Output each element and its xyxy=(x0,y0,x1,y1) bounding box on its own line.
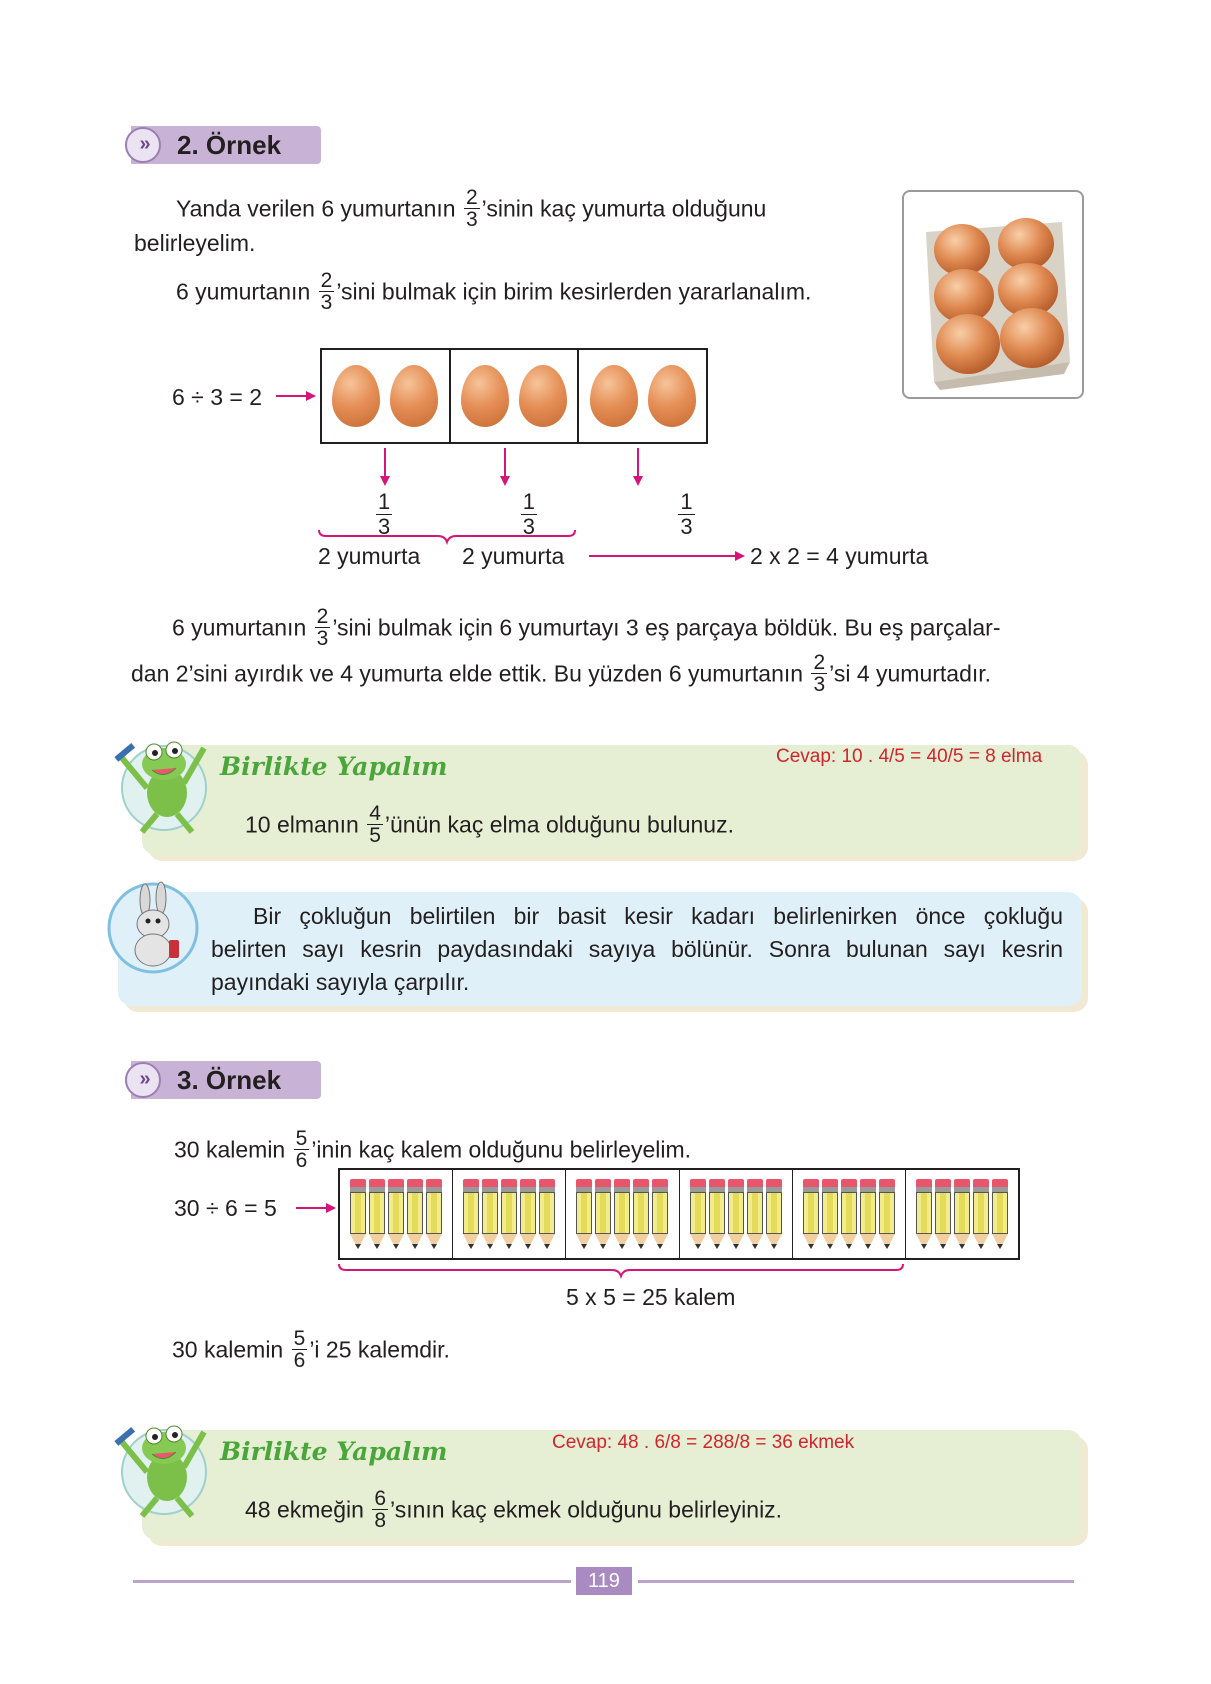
pencil-icon xyxy=(728,1179,744,1249)
arrow-right-icon xyxy=(589,548,745,564)
egg xyxy=(461,365,509,427)
pencil-icon xyxy=(426,1179,442,1249)
pencil-icon xyxy=(407,1179,423,1249)
pencil-icon xyxy=(916,1179,932,1249)
arrow-down-icon xyxy=(628,448,648,488)
arrow-down-icon xyxy=(375,448,395,488)
brace xyxy=(338,1262,904,1280)
pencil-group xyxy=(566,1170,679,1258)
egg-groups xyxy=(320,348,708,444)
together-answer-1: Cevap: 10 . 4/5 = 40/5 = 8 elma xyxy=(776,746,1043,767)
unit-fraction: $\frac{1}{3}$ xyxy=(522,489,535,539)
egg-result: 2 x 2 = 4 yumurta xyxy=(750,543,929,569)
pencil-icon xyxy=(652,1179,668,1249)
egg-group xyxy=(322,350,451,442)
together-title-1: Birlikte Yapalım xyxy=(220,752,448,781)
example2-intro-cont: belirleyelim. xyxy=(134,230,256,256)
footer-rule-right xyxy=(638,1580,1074,1583)
egg-division-equation: 6 ÷ 3 = 2 xyxy=(172,384,262,410)
example3-conclusion: 30 kalemin $\frac{5}{6}$ ’i 25 kalemdir. xyxy=(172,1327,450,1372)
brace-label: 2 yumurta xyxy=(462,543,565,569)
fraction-two-thirds: $\frac{2}{3}$ xyxy=(465,186,478,231)
pencil-icon xyxy=(822,1179,838,1249)
egg xyxy=(332,365,380,427)
pencil-icon xyxy=(614,1179,630,1249)
info-line-3: payındaki sayıyla çarpılır. xyxy=(211,969,470,995)
pencil-icon xyxy=(879,1179,895,1249)
pencil-icon xyxy=(860,1179,876,1249)
brace-label: 2 yumurta xyxy=(318,543,421,569)
egg xyxy=(648,365,696,427)
unit-fraction: $\frac{1}{3}$ xyxy=(378,489,391,539)
pencil-groups xyxy=(338,1168,1020,1260)
frog-mascot-icon xyxy=(112,1412,212,1522)
pencil-result: 5 x 5 = 25 kalem xyxy=(566,1284,736,1310)
pencil-icon xyxy=(973,1179,989,1249)
together-task-1: 10 elmanın $\frac{4}{5}$ ’ünün kaç elma olduğunu bulunuz. xyxy=(245,802,734,847)
egg xyxy=(519,365,567,427)
egg-carton-image xyxy=(904,192,1082,397)
example2-method: 6 yumurtanın $\frac{2}{3}$ ’sini bulmak için birim kesirlerden yararlanalım. xyxy=(176,269,812,314)
pencil-icon xyxy=(935,1179,951,1249)
fraction-four-fifths: $\frac{4}{5}$ xyxy=(369,802,381,847)
footer-rule-left xyxy=(133,1580,571,1583)
pencil-icon xyxy=(350,1179,366,1249)
pencil-icon xyxy=(633,1179,649,1249)
example2-header xyxy=(131,126,321,164)
pencil-icon xyxy=(954,1179,970,1249)
pencil-icon xyxy=(841,1179,857,1249)
example2-intro: Yanda verilen 6 yumurtanın $\frac{2}{3}$ ’sinin kaç yumurta olduğunu xyxy=(176,186,767,231)
fraction-six-eighths: $\frac{6}{8}$ xyxy=(374,1487,386,1532)
pencil-icon xyxy=(482,1179,498,1249)
pencil-group xyxy=(680,1170,793,1258)
pencil-icon xyxy=(766,1179,782,1249)
egg xyxy=(590,365,638,427)
pencil-icon xyxy=(992,1179,1008,1249)
pencil-group xyxy=(453,1170,566,1258)
egg-group xyxy=(579,350,706,442)
pencil-group xyxy=(340,1170,453,1258)
fraction-two-thirds: $\frac{2}{3}$ xyxy=(320,269,333,314)
fraction-five-sixths: $\frac{5}{6}$ xyxy=(295,1127,308,1172)
pencil-icon xyxy=(463,1179,479,1249)
pencil-icon xyxy=(369,1179,385,1249)
pencil-group xyxy=(793,1170,906,1258)
frog-mascot-icon xyxy=(112,728,212,838)
fraction-five-sixths: $\frac{5}{6}$ xyxy=(293,1327,306,1372)
fraction-two-thirds: $\frac{2}{3}$ xyxy=(813,651,826,696)
pencil-icon xyxy=(747,1179,763,1249)
pencil-icon xyxy=(388,1179,404,1249)
pencil-division-equation: 30 ÷ 6 = 5 xyxy=(174,1195,277,1221)
egg-group xyxy=(451,350,580,442)
together-title-2: Birlikte Yapalım xyxy=(220,1437,448,1466)
pencil-icon xyxy=(595,1179,611,1249)
egg-carton-photo xyxy=(902,190,1084,399)
example3-header xyxy=(131,1061,321,1099)
info-line-2: belirten sayı kesrin paydasındaki sayıya bölünür. Sonra bulunan sayı kesrin xyxy=(211,936,1063,962)
unit-fraction: $\frac{1}{3}$ xyxy=(680,489,693,539)
page-number: 119 xyxy=(576,1567,632,1595)
example3-title: 3. Örnek xyxy=(177,1065,282,1095)
arrow-down-icon xyxy=(495,448,515,488)
together-answer-2: Cevap: 48 . 6/8 = 288/8 = 36 ekmek xyxy=(552,1432,855,1453)
example2-conclusion-line2: dan 2’sini ayırdık ve 4 yumurta elde ettik. Bu yüzden 6 yumurtanın $\frac{2}{3}$ ’si 4 yumurtadır. xyxy=(131,651,992,696)
pencil-icon xyxy=(709,1179,725,1249)
arrow-right-icon xyxy=(296,1200,336,1216)
arrow-right-icon xyxy=(276,388,316,404)
pencil-icon xyxy=(690,1179,706,1249)
pencil-icon xyxy=(501,1179,517,1249)
example2-conclusion-line1: 6 yumurtanın $\frac{2}{3}$ ’sini bulmak için 6 yumurtayı 3 eş parçaya böldük. Bu eş parçalar- xyxy=(172,605,1001,650)
info-line-1: Bir çokluğun belirtilen bir basit kesir kadarı belirlenirken önce çokluğu xyxy=(253,903,1063,929)
rabbit-mascot-icon xyxy=(105,880,201,976)
example2-title: 2. Örnek xyxy=(177,130,282,160)
double-chevron-icon: » xyxy=(125,1062,161,1098)
double-chevron-icon: » xyxy=(125,127,161,163)
pencil-icon xyxy=(576,1179,592,1249)
pencil-icon xyxy=(520,1179,536,1249)
fraction-two-thirds: $\frac{2}{3}$ xyxy=(316,605,329,650)
pencil-group xyxy=(906,1170,1018,1258)
together-task-2: 48 ekmeğin $\frac{6}{8}$ ’sının kaç ekmek olduğunu belirleyiniz. xyxy=(245,1487,783,1532)
pencil-icon xyxy=(803,1179,819,1249)
example3-intro: 30 kalemin $\frac{5}{6}$ ’inin kaç kalem olduğunu belirleyelim. xyxy=(174,1127,692,1172)
egg xyxy=(390,365,438,427)
pencil-icon xyxy=(539,1179,555,1249)
